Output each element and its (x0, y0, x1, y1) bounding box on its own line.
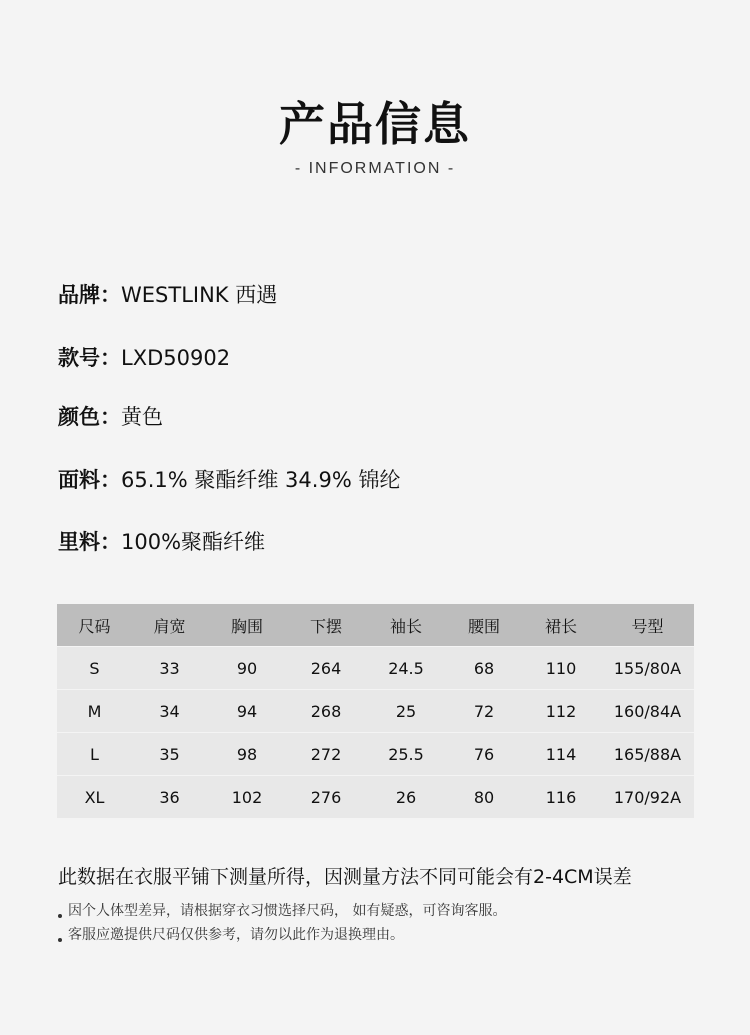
table-cell: XL (57, 776, 132, 819)
table-cell: 155/80A (601, 647, 694, 690)
info-value: 黄色 (121, 405, 163, 429)
table-cell: 94 (207, 690, 287, 733)
page-title: 产品信息 (279, 97, 471, 151)
table-cell: 33 (132, 647, 207, 690)
info-row-color (58, 401, 163, 431)
bullet-icon (58, 938, 62, 942)
table-cell: 76 (447, 733, 521, 776)
table-row (57, 690, 694, 733)
note-item (58, 924, 404, 944)
table-row (57, 647, 694, 690)
info-row-lining (58, 526, 265, 556)
column-header: 袖长 (365, 604, 447, 647)
info-label: 颜色： (58, 405, 121, 429)
info-value: 65.1% 聚酯纤维 34.9% 锦纶 (121, 468, 401, 492)
info-label: 款号： (58, 346, 121, 370)
table-cell: 24.5 (365, 647, 447, 690)
table-cell: M (57, 690, 132, 733)
column-header: 尺码 (57, 604, 132, 647)
column-header: 下摆 (287, 604, 365, 647)
size-table (57, 604, 694, 818)
info-row-style-number (58, 342, 230, 372)
note-text: 因个人体型差异，请根据穿衣习惯选择尺码， 如有疑惑，可咨询客服。 (68, 903, 507, 919)
info-row-brand (58, 279, 277, 309)
table-cell: 160/84A (601, 690, 694, 733)
column-header: 号型 (601, 604, 694, 647)
note-item (58, 900, 506, 920)
info-row-fabric (58, 464, 400, 494)
table-cell: 68 (447, 647, 521, 690)
table-cell: 98 (207, 733, 287, 776)
table-cell: 264 (287, 647, 365, 690)
table-cell: 25 (365, 690, 447, 733)
info-label: 面料： (58, 468, 121, 492)
page-subtitle: - INFORMATION - (294, 160, 456, 177)
column-header: 肩宽 (132, 604, 207, 647)
table-cell: 110 (521, 647, 601, 690)
table-header-row (57, 604, 694, 647)
table-cell: 34 (132, 690, 207, 733)
info-label: 品牌： (58, 283, 121, 307)
table-row (57, 776, 694, 819)
table-cell: 276 (287, 776, 365, 819)
table-cell: L (57, 733, 132, 776)
table-cell: 272 (287, 733, 365, 776)
table-cell: 165/88A (601, 733, 694, 776)
table-cell: 36 (132, 776, 207, 819)
measurement-note: 此数据在衣服平铺下测量所得，因测量方法不同可能会有2-4CM误差 (58, 866, 632, 888)
table-cell: 170/92A (601, 776, 694, 819)
info-value: 100%聚酯纤维 (121, 530, 266, 554)
table-cell: 112 (521, 690, 601, 733)
table-cell: 25.5 (365, 733, 447, 776)
info-label: 里料： (58, 530, 121, 554)
info-value: LXD50902 (121, 346, 231, 370)
table-cell: 80 (447, 776, 521, 819)
table-cell: 26 (365, 776, 447, 819)
table-cell: 35 (132, 733, 207, 776)
column-header: 裙长 (521, 604, 601, 647)
table-cell: 114 (521, 733, 601, 776)
table-row (57, 733, 694, 776)
table-cell: 116 (521, 776, 601, 819)
table-cell: 90 (207, 647, 287, 690)
column-header: 腰围 (447, 604, 521, 647)
note-text: 客服应邀提供尺码仅供参考，请勿以此作为退换理由。 (68, 927, 404, 943)
table-cell: S (57, 647, 132, 690)
column-header: 胸围 (207, 604, 287, 647)
info-value: WESTLINK 西遇 (121, 283, 278, 307)
table-cell: 102 (207, 776, 287, 819)
bullet-icon (58, 914, 62, 918)
table-cell: 268 (287, 690, 365, 733)
table-cell: 72 (447, 690, 521, 733)
